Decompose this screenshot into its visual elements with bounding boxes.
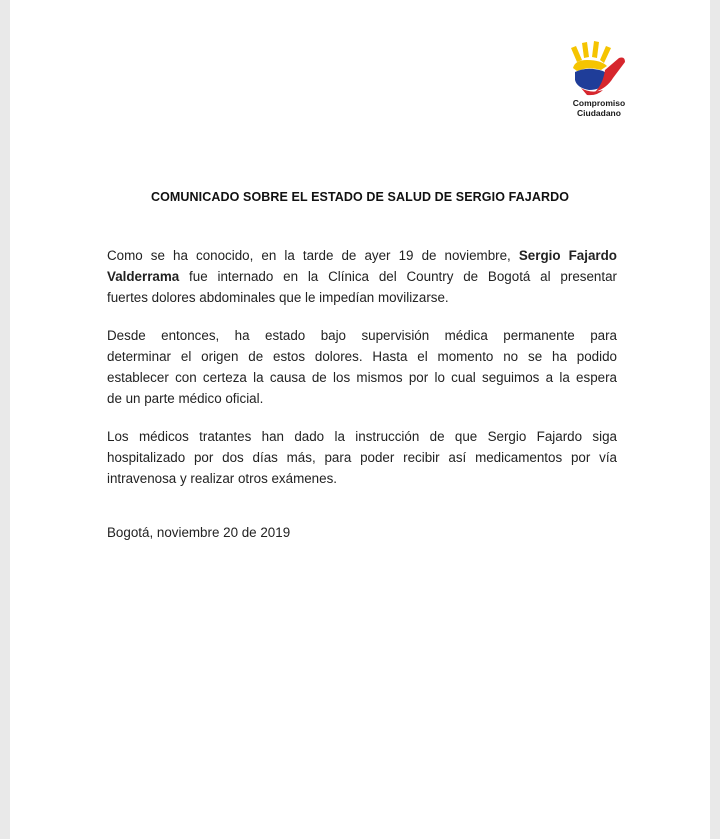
paragraph-3-line-3: intravenosa y realizar otros exámenes. (107, 471, 337, 486)
paragraph-1-line-1-text: Como se ha conocido, en la tarde de ayer 19 de noviembre, (107, 248, 519, 263)
paragraph-3 (107, 426, 617, 489)
paragraph-1 (107, 245, 617, 308)
name-bold-1: Sergio Fajardo (518, 248, 617, 263)
paragraph-1-line-1 (107, 245, 617, 266)
document-page (10, 0, 710, 839)
logo-text-line2: Ciudadano (577, 108, 621, 118)
compromiso-ciudadano-logo (559, 40, 639, 125)
paragraph-2-line-1: Desde entonces, ha estado bajo supervisión médica permanente para (107, 328, 617, 343)
paragraph-2-line-2: determinar el origen de estos dolores. Hasta el momento no se ha podido (107, 349, 617, 364)
paragraph-2-line-3: establecer con certeza la causa de los mismos por lo cual seguimos a la espera (107, 370, 617, 385)
logo-text-line1: Compromiso (572, 98, 626, 108)
paragraph-2-line-4: de un parte médico oficial. (107, 391, 264, 406)
paragraph-3-line-2: hospitalizado por dos días más, para poder recibir así medicamentos por vía (107, 450, 617, 465)
document-title: COMUNICADO SOBRE EL ESTADO DE SALUD DE SERGIO FAJARDO (150, 190, 570, 204)
name-bold-2: Valderrama (107, 269, 180, 284)
logo-text (559, 98, 639, 118)
paragraph-1-line-3: fuertes dolores abdominales que le impedían movilizarse. (107, 290, 449, 305)
paragraph-1-line-2 (107, 266, 617, 287)
hand-logo-icon (567, 40, 631, 98)
paragraph-2 (107, 325, 617, 409)
paragraph-1-line-2-text: fue internado en la Clínica del Country de Bogotá al presentar (179, 269, 617, 284)
document-date: Bogotá, noviembre 20 de 2019 (107, 525, 291, 540)
paragraph-3-line-1: Los médicos tratantes han dado la instrucción de que Sergio Fajardo siga (107, 429, 617, 444)
